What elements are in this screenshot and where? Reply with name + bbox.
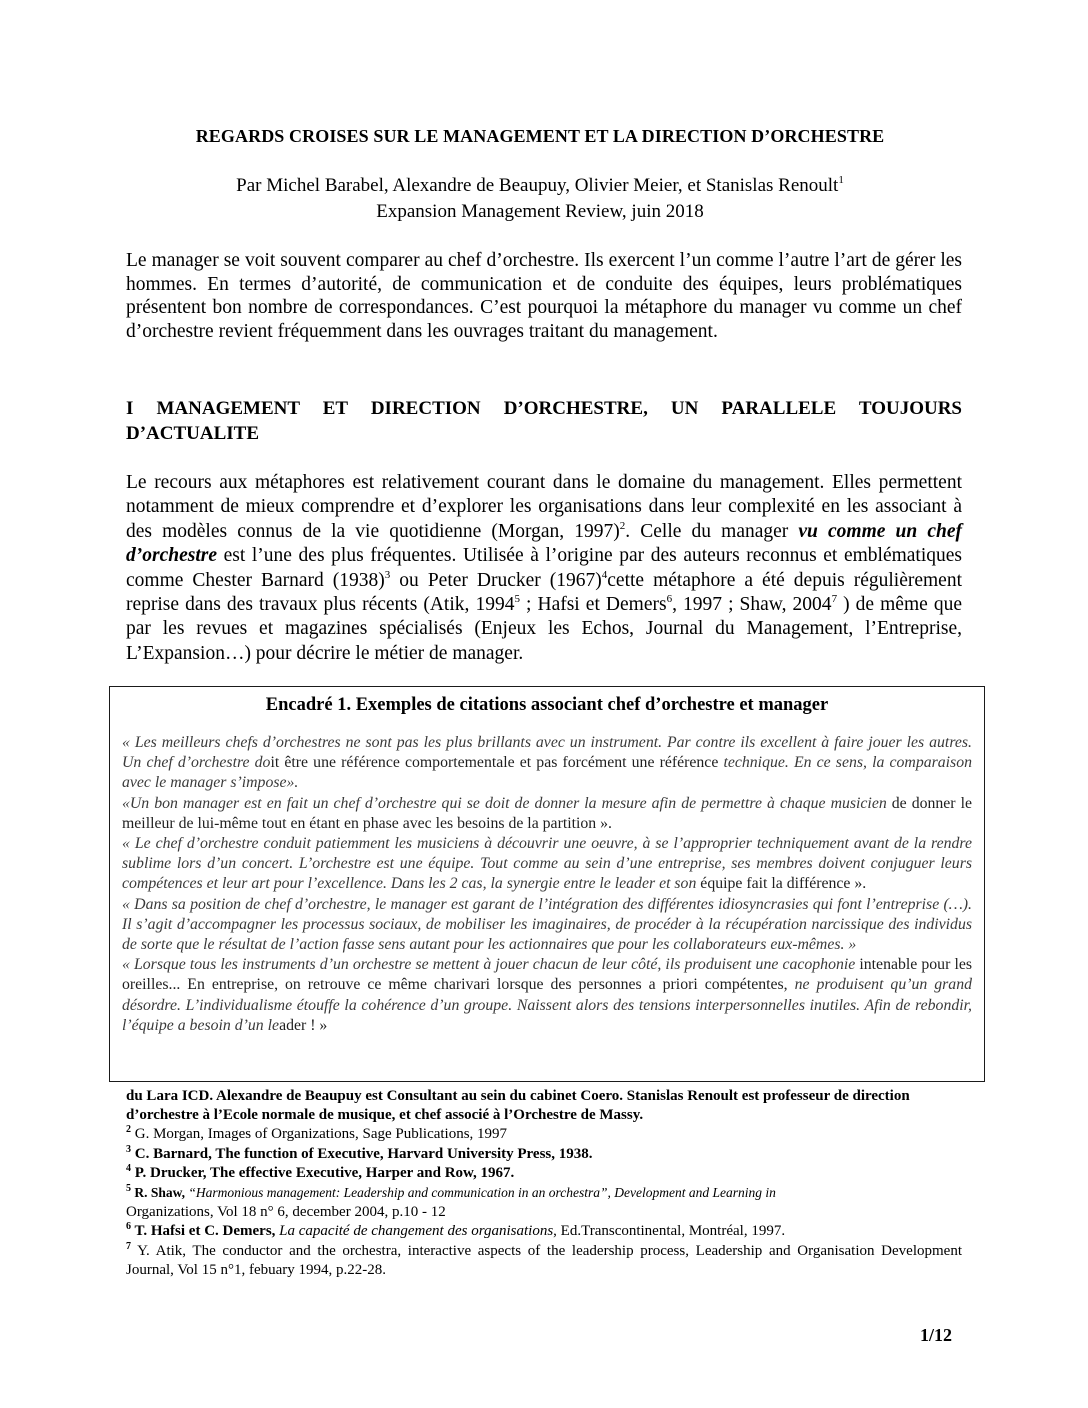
footnote-4	[126, 1164, 962, 1183]
quote-upright: de donner le meilleur de lui-même tout en étant en phase avec les besoins de la partition ».	[122, 794, 972, 832]
quote-italic: technique. En ce sens, la comparaison avec le manager s’impose».	[122, 754, 972, 792]
quote-italic: « Lorsque tous les instruments d’un orchestre se mettent à jouer chacun de leur côté, ils produisent une cacophonie	[122, 956, 856, 974]
quote-box-title: Encadré 1. Exemples de citations associant chef d’orchestre et manager	[265, 695, 829, 715]
quote-italic: « Le chef d’orchestre conduit patiemment les musiciens à découvrir une oeuvre, à se l’approprier techniquement avant de la rendre sublime lors d’un concert. L’orchestre est une équipe. Tout comme au sein d’une entreprise, ses membres doivent conjuguer leurs compétences et leur art pour l’excellence. Dans les 2 cas, la synergie entre le leader et son	[122, 835, 972, 893]
footnote-2	[126, 1125, 962, 1144]
document-title: REGARDS CROISES SUR LE MANAGEMENT ET LA DIRECTION D’ORCHESTRE	[195, 126, 885, 146]
footnote-title: “Harmonious management: Leadership and communication in an orchestra”, Development and Learning in	[188, 1185, 776, 1201]
footnote-ref-3[interactable]: 3	[384, 568, 391, 581]
text-run: ) de même que par les revues et magazines spécialisés (Enjeux les Echos, Journal du Management, l’Entreprise, L’Expansion…) pour décrire le métier de manager.	[126, 594, 963, 664]
footnote-text: Organizations, Vol 18 n° 6, december 2004, p.10 - 12	[126, 1204, 446, 1221]
footnote-author: R. Shaw,	[131, 1185, 189, 1201]
footnote-mark: 2	[126, 1124, 131, 1136]
text-run: cette métaphore a été depuis régulièrement reprise dans des travaux plus récents (Atik, 1994	[126, 569, 963, 616]
text-run: ou Peter Drucker (1967)	[390, 569, 602, 591]
publication-line: Expansion Management Review, juin 2018	[376, 201, 704, 222]
footnote-3	[126, 1145, 962, 1164]
quote-box-body	[122, 733, 972, 1036]
text-run: ; Hafsi et Demers	[519, 594, 667, 616]
text-run: , 1997 ; Shaw, 2004	[672, 594, 832, 616]
text-run: . Celle du manager	[625, 520, 799, 542]
footnote-ref-2[interactable]: 2	[619, 519, 626, 532]
footnote-7	[126, 1242, 962, 1280]
section-heading: I MANAGEMENT ET DIRECTION D’ORCHESTRE, UN PARALLELE TOUJOURS D’ACTUALITE	[126, 398, 962, 444]
footnote-ref-4[interactable]: 4	[601, 568, 608, 581]
footnote-ref-7[interactable]: 7	[831, 593, 838, 606]
footnote-text: G. Morgan, Images of Organizations, Sage Publications, 1997	[131, 1126, 508, 1143]
footnote-mark: 5	[126, 1183, 131, 1195]
footnote-text: Y. Atik, The conductor and the orchestra, interactive aspects of the leadership process, Leadership and Organisation Development Journal, Vol 15 n°1, febuary 1994, p.22-28.	[126, 1242, 962, 1278]
byline	[100, 173, 980, 225]
emphasis-text: vu comme un chef d’orchestre	[126, 520, 962, 567]
footnote-text: C. Barnard, The function of Executive, Harvard University Press, 1938.	[131, 1145, 593, 1162]
footnote-mark: 3	[126, 1143, 131, 1155]
footnote-title: La capacité de changement des organisations	[279, 1223, 554, 1240]
footnote-author: T. Hafsi et C. Demers,	[131, 1223, 280, 1240]
footnote-text: , Ed.Transcontinental, Montréal, 1997.	[553, 1223, 786, 1240]
quote-upright: ader ! »	[279, 1016, 328, 1034]
quote-italic: ne produisent qu’un grand désordre. L’individualisme étouffe la cohérence d’un groupe. Naissent alors des tensions interpersonnelles inutiles. Afin de rebondir, l’équipe a besoin d’un le	[122, 976, 972, 1034]
intro-paragraph: Le manager se voit souvent comparer au chef d’orchestre. Ils exercent l’un comme l’autre l’art de gérer les hommes. En termes d’autorité, de communication et de conduite des équipes, leurs problématiques présentent bon nombre de correspondances. C’est pourquoi la métaphore du manager vu comme un chef d’orchestre revient fréquemment dans les ouvrages traitant du management.	[126, 250, 962, 342]
authors: Par Michel Barabel, Alexandre de Beaupuy, Olivier Meier, et Stanislas Renoult	[236, 175, 839, 196]
page-number: 1/12	[920, 1325, 953, 1345]
text-run: est l’une des plus fréquentes. Utilisée à l’origine par des auteurs reconnus et emblématiques comme Chester Barnard (1938)	[126, 545, 962, 591]
quote-item	[122, 794, 972, 834]
quote-item	[122, 895, 972, 956]
footnote-mark: 6	[126, 1221, 131, 1233]
text-run: Le recours aux métaphores est relativement courant dans le domaine du management. Elles permettent notamment de mieux comprendre et d’explorer les organisations dans leur complexité en les associant à des modèles connus de la vie quotidienne (Morgan, 1997)	[126, 472, 962, 542]
footnote-mark: 7	[126, 1240, 131, 1252]
quote-box	[109, 686, 985, 1082]
quote-item	[122, 834, 972, 895]
footnote-1-continued: du Lara ICD. Alexandre de Beaupuy est Consultant au sein du cabinet Coero. Stanislas Renoult est professeur de direction d’orchestre à l’Ecole normale de musique, et chef associé à l’Orchestre de Massy.	[126, 1088, 910, 1124]
quote-item	[122, 733, 972, 794]
quote-upright: équipe fait la différence ».	[696, 875, 867, 893]
quote-italic: « Dans sa position de chef d’orchestre, le manager est garant de l’intégration des différentes idiosyncrasies qui font l’entreprise (…). Il s’agit d’accompagner les processus sociaux, de mobiliser les imaginaires, de procéder à la récupération narcissique des individus de sorte que le résultat de l’action fasse sens autant pour les actionnaires que pour les collaborateurs eux-mêmes. »	[122, 895, 972, 954]
footnote-5	[126, 1183, 962, 1222]
footnote-6	[126, 1222, 962, 1241]
footnote-ref-6[interactable]: 6	[666, 593, 673, 606]
footnote-ref-1[interactable]: 1	[838, 174, 844, 186]
quote-item	[122, 955, 972, 1036]
quote-italic: «Un bon manager est en fait un chef d’orchestre qui se doit de donner la mesure afin de permettre à chaque musicien	[122, 794, 887, 812]
footnote-mark: 4	[126, 1162, 131, 1174]
footnote-text: P. Drucker, The effective Executive, Harper and Row, 1967.	[131, 1164, 515, 1181]
footnote-ref-5[interactable]: 5	[514, 593, 520, 606]
quote-italic: « Les meilleurs chefs d’orchestres ne sont pas les plus brillants avec un instrument. Par contre ils excellent à faire jouer les autres. Un chef d’orchestre do	[122, 734, 972, 772]
quote-upright: intenable pour les oreilles... En entreprise, on retrouve ce même charivari lorsque des personnes a priori compétentes,	[122, 956, 972, 994]
authors-line	[100, 173, 980, 199]
footnotes	[126, 1087, 962, 1280]
section-paragraph	[126, 471, 962, 666]
quote-upright: it être une référence comportementale et pas forcément une référence	[270, 754, 719, 772]
